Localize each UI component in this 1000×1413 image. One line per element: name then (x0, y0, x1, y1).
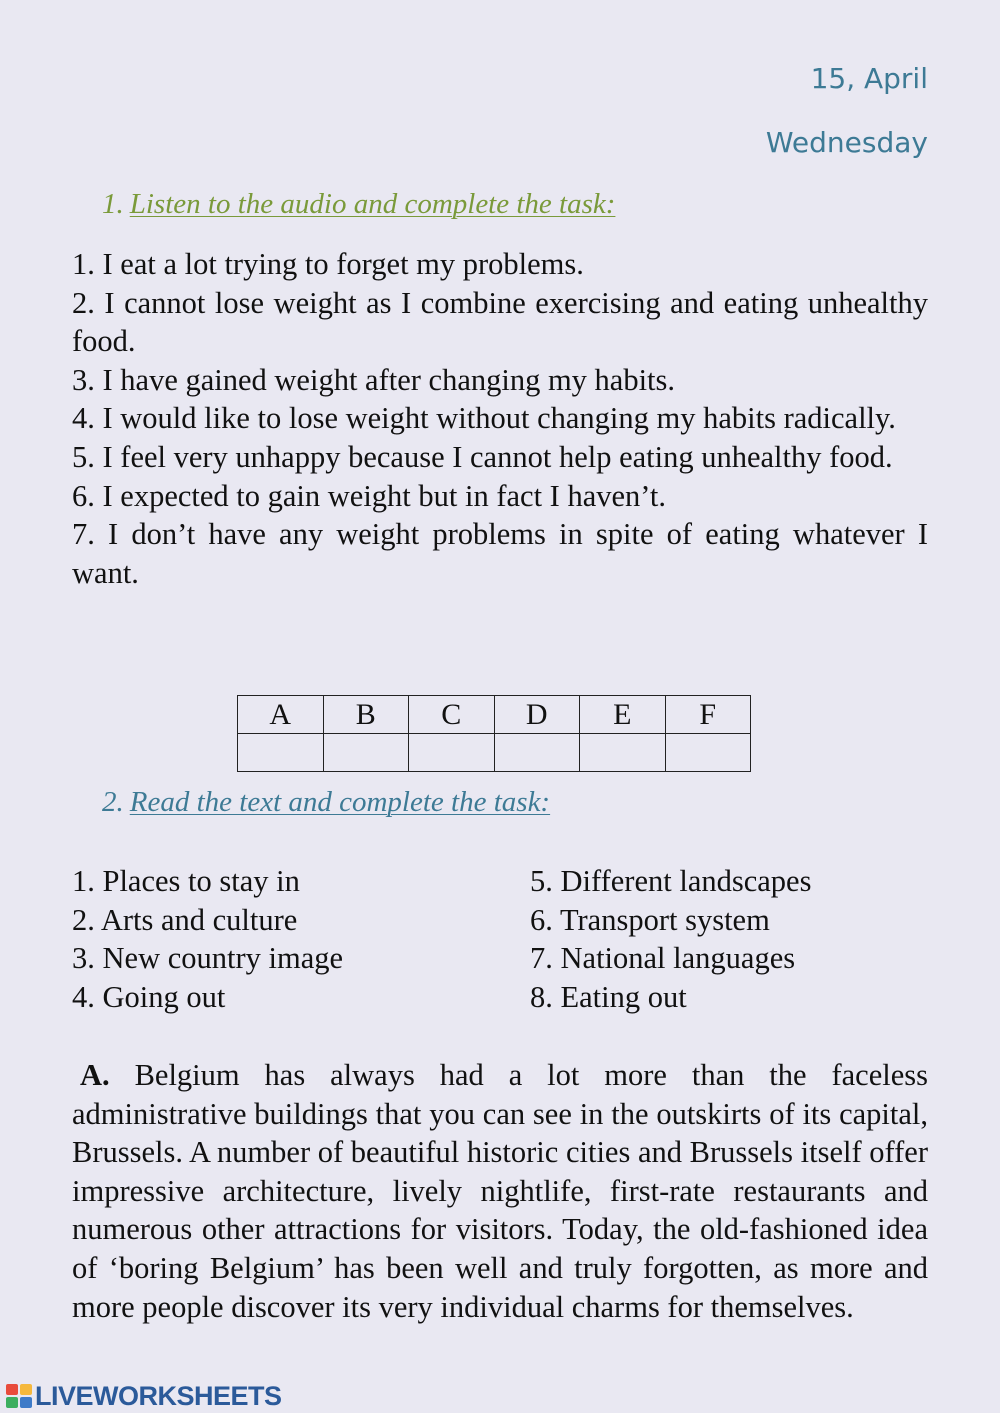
liveworksheets-logo-icon (6, 1384, 32, 1408)
task-1-heading (102, 188, 615, 221)
statement-item: 2. I cannot lose weight as I combine exercising and eating unhealthy food. (72, 285, 928, 359)
statement-item: 7. I don’t have any weight problems in spite of eating whatever I want. (72, 517, 928, 590)
heading-option: 8. Eating out (530, 979, 687, 1014)
heading-option: 4. Going out (72, 979, 226, 1014)
logo-square-red (6, 1384, 18, 1395)
speaker-letter-cell: E (580, 696, 666, 734)
heading-option: 5. Different landscapes (530, 864, 812, 898)
speaker-letter-cell: D (494, 696, 580, 734)
heading-option: 7. National languages (530, 941, 796, 976)
statement-item: 5. I feel very unhappy because I cannot help eating unhealthy food. (72, 439, 893, 474)
task-2-number: 2. (102, 786, 124, 818)
answer-input-cell[interactable] (238, 734, 324, 772)
speaker-letter-cell: F (665, 696, 751, 734)
statement-item: 4. I would like to lose weight without changing my habits radically. (72, 401, 896, 436)
heading-option: 2. Arts and culture (72, 902, 298, 937)
speaker-letter-cell: B (323, 696, 409, 734)
passage-a (72, 1056, 928, 1326)
answer-input-cell[interactable] (494, 734, 580, 772)
headings-list-left (72, 862, 343, 1016)
passage-text: Belgium has always had a lot more than the faceless administrative buildings that you can see in the outskirts of its capital, Brussels. A number of beautiful historic cities and Brussels itself offer impressive architecture, lively nightlife, first-rate restaurants and numerous other attractions for visitors. Today, the old-fashioned idea of ‘boring Belgium’ has been well and truly forgotten, as more and more people discover its very individual charms for themselves. (72, 1058, 928, 1324)
speaker-letter-cell: C (409, 696, 495, 734)
statement-list (72, 245, 928, 592)
brand-name: LIVEWORKSHEETS (35, 1380, 282, 1411)
answer-grid-input-row (238, 734, 751, 772)
headings-list-right (530, 862, 811, 1016)
heading-option: 1. Places to stay in (72, 864, 300, 898)
task-2-heading (102, 786, 550, 819)
liveworksheets-brand[interactable] (6, 1381, 282, 1411)
task-1-instruction: Listen to the audio and complete the task: (129, 188, 616, 220)
answer-input-cell[interactable] (580, 734, 666, 772)
logo-square-green (6, 1397, 18, 1408)
heading-option: 3. New country image (72, 941, 344, 976)
statement-item: 1. I eat a lot trying to forget my problems. (72, 247, 584, 281)
logo-square-yellow (20, 1384, 32, 1395)
date-label: 15, April (810, 62, 928, 95)
answer-input-cell[interactable] (323, 734, 409, 772)
statement-item: 3. I have gained weight after changing my habits. (72, 362, 676, 397)
statement-item: 6. I expected to gain weight but in fact I haven’t. (72, 478, 666, 513)
weekday-label: Wednesday (765, 126, 928, 159)
logo-square-blue (20, 1397, 32, 1408)
task-1-number: 1. (102, 188, 124, 220)
heading-option: 6. Transport system (530, 902, 770, 937)
answer-grid-letters-row (238, 696, 751, 734)
task-2-instruction: Read the text and complete the task: (129, 786, 551, 818)
answer-input-cell[interactable] (409, 734, 495, 772)
answer-input-cell[interactable] (665, 734, 751, 772)
answer-grid (237, 695, 751, 772)
passage-letter: A. (80, 1058, 110, 1092)
speaker-letter-cell: A (238, 696, 324, 734)
